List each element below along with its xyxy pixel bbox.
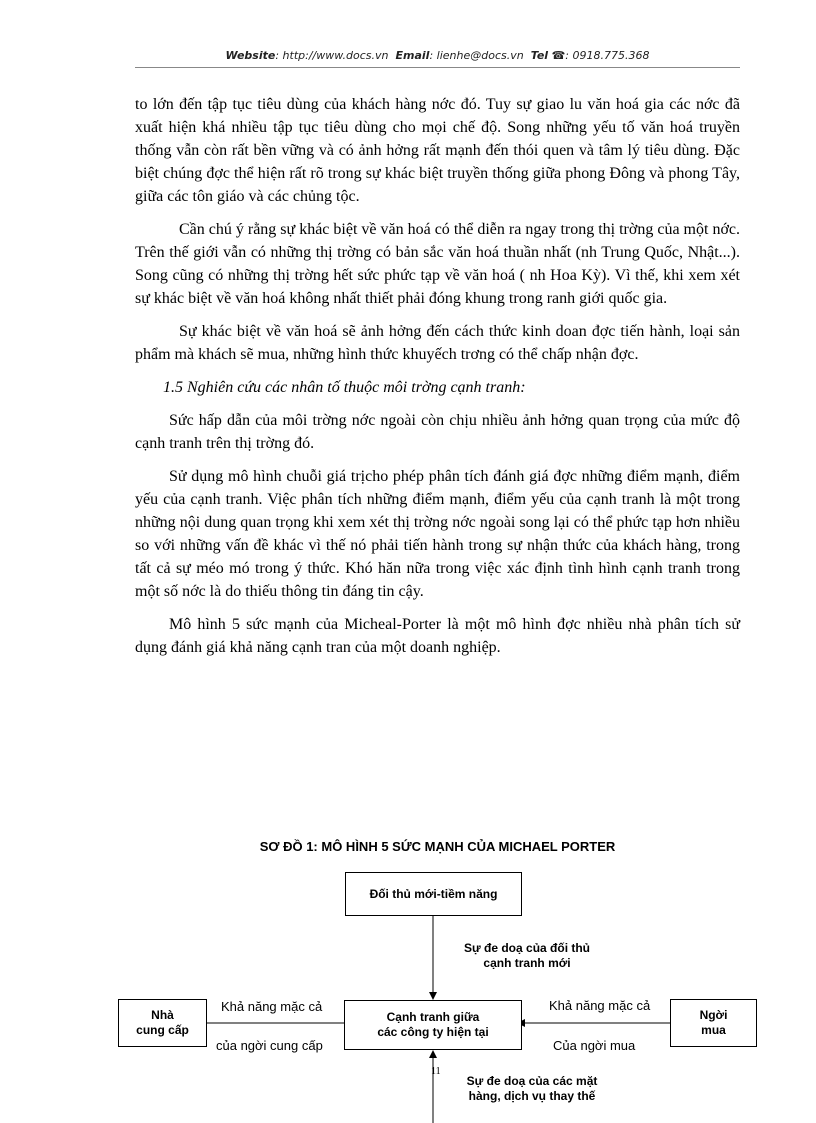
- buyer-power-line1: Khả năng mặc cả: [549, 998, 651, 1013]
- email-label: Email: [395, 49, 430, 62]
- diagram-title: SƠ ĐỒ 1: MÔ HÌNH 5 SỨC MẠNH CỦA MICHAEL PORTER: [259, 839, 616, 854]
- website-value: : http://www.docs.vn: [275, 49, 389, 62]
- paragraph-culture-differences: Cần chú ý rằng sự khác biệt về văn hoá có thể diễn ra ngay trong thị trờng của một nớc. Trên thế giới vẫn có những thị trờng có bản sắc văn hoá thuần nhất (nh Trung Quốc, Nhật...). Song cũng có những thị trờng hết sức phức tạp về văn hoá ( nh Hoa Kỳ). Vì thế, khi xem xét sự khác biệt về văn hoá không nhất thiết phải đóng khung trong ranh giới quốc gia.: [135, 221, 740, 307]
- buyer-power-line2: Của ngời mua: [553, 1038, 636, 1053]
- phone-icon: ☎: [551, 49, 566, 62]
- buyers-box: [670, 999, 757, 1047]
- arrow-head-substitutes: [429, 1050, 437, 1058]
- substitutes-line2: hàng, dịch vụ thay thế: [468, 1089, 596, 1103]
- page-number: 11: [431, 1066, 441, 1077]
- paragraph-culture-business: Sự khác biệt về văn hoá sẽ ảnh hởng đến cách thức kinh doan đợc tiến hành, loại sản phẩm mà khách sẽ mua, những hình thức khuyếch trơng có thể chấp nhận đợc.: [135, 323, 740, 363]
- buyers-line2: mua: [701, 1023, 726, 1037]
- threat-new-entrants-label: [447, 941, 607, 971]
- website-label: Website: [225, 49, 276, 62]
- substitutes-label: [447, 1074, 617, 1104]
- supplier-power-line1: Khả năng mặc cả: [221, 999, 323, 1014]
- substitutes-line1: Sự đe doạ của các mặt: [466, 1074, 598, 1088]
- email-value: : lienhe@docs.vn: [429, 49, 524, 62]
- new-entrants-box: [345, 872, 522, 916]
- new-entrants-label: Đối thủ mới-tiềm năng: [369, 886, 498, 901]
- arrow-head-new-entrants: [429, 992, 437, 1000]
- paragraph-value-chain: Sử dụng mô hình chuỗi giá trịcho phép phân tích đánh giá đợc những điểm mạnh, điểm yếu của cạnh tranh. Việc phân tích những điểm mạnh, điểm yếu của cạnh tranh là một trong những nội dung quan trọng khi xem xét thị trờng nớc ngoài song lại có thể phức tạp hơn nhiều so với những vấn đề khác vì thế nó phải tiến hành trong sự nhận thức của khách hàng, trong tất cả sự méo mó trong ý thức. Khó hăn nữa trong việc xác định tình hình cạnh tranh trong một số nớc là do thiếu thông tin đáng tin cậy.: [135, 468, 740, 600]
- paragraph-porter-model: Mô hình 5 sức mạnh của Micheal-Porter là một mô hình đợc nhiều nhà phân tích sử dụng đánh giá khả năng cạnh tran của một doanh nghiệp.: [135, 616, 740, 656]
- threat-new-line2: cạnh tranh mới: [483, 956, 571, 970]
- tel-label: Tel: [530, 49, 549, 62]
- tel-value: : 0918.775.368: [565, 49, 650, 62]
- suppliers-line1: Nhà: [151, 1008, 174, 1022]
- paragraph-culture-continued: to lớn đến tập tục tiêu dùng của khách hàng nớc đó. Tuy sự giao lu văn hoá gia các nớc đã xuất hiện khá nhiều tập tục tiêu dùng cho mọi chế độ. Song những yếu tố văn hoá truyền thống vẫn còn rất bền vững và có ảnh hởng rất mạnh đến thói quen và tâm lý tiêu dùng. Đặc biệt chúng đợc thể hiện rất rõ trong sự khác biệt truyền thống giữa phong Đông và phong Tây, giữa các tôn giáo và các chủng tộc.: [135, 96, 740, 205]
- paragraph-competition-attractiveness: Sức hấp dẫn của môi trờng nớc ngoài còn chịu nhiều ảnh hởng quan trọng của mức độ cạnh tranh trên thị trờng đó.: [135, 412, 740, 452]
- suppliers-box: [118, 999, 207, 1047]
- section-heading: 1.5 Nghiên cứu các nhân tố thuộc môi trờng cạnh tranh:: [163, 379, 526, 396]
- suppliers-line2: cung cấp: [136, 1023, 189, 1037]
- supplier-power-line2: của ngời cung cấp: [216, 1038, 323, 1053]
- rivalry-box: [344, 1000, 522, 1050]
- buyers-line1: Ngời: [699, 1008, 728, 1022]
- rivalry-line1: Cạnh tranh giữa: [386, 1010, 480, 1024]
- threat-new-line1: Sự đe doạ của đối thủ: [463, 941, 591, 955]
- rivalry-line2: các công ty hiện tại: [377, 1025, 489, 1039]
